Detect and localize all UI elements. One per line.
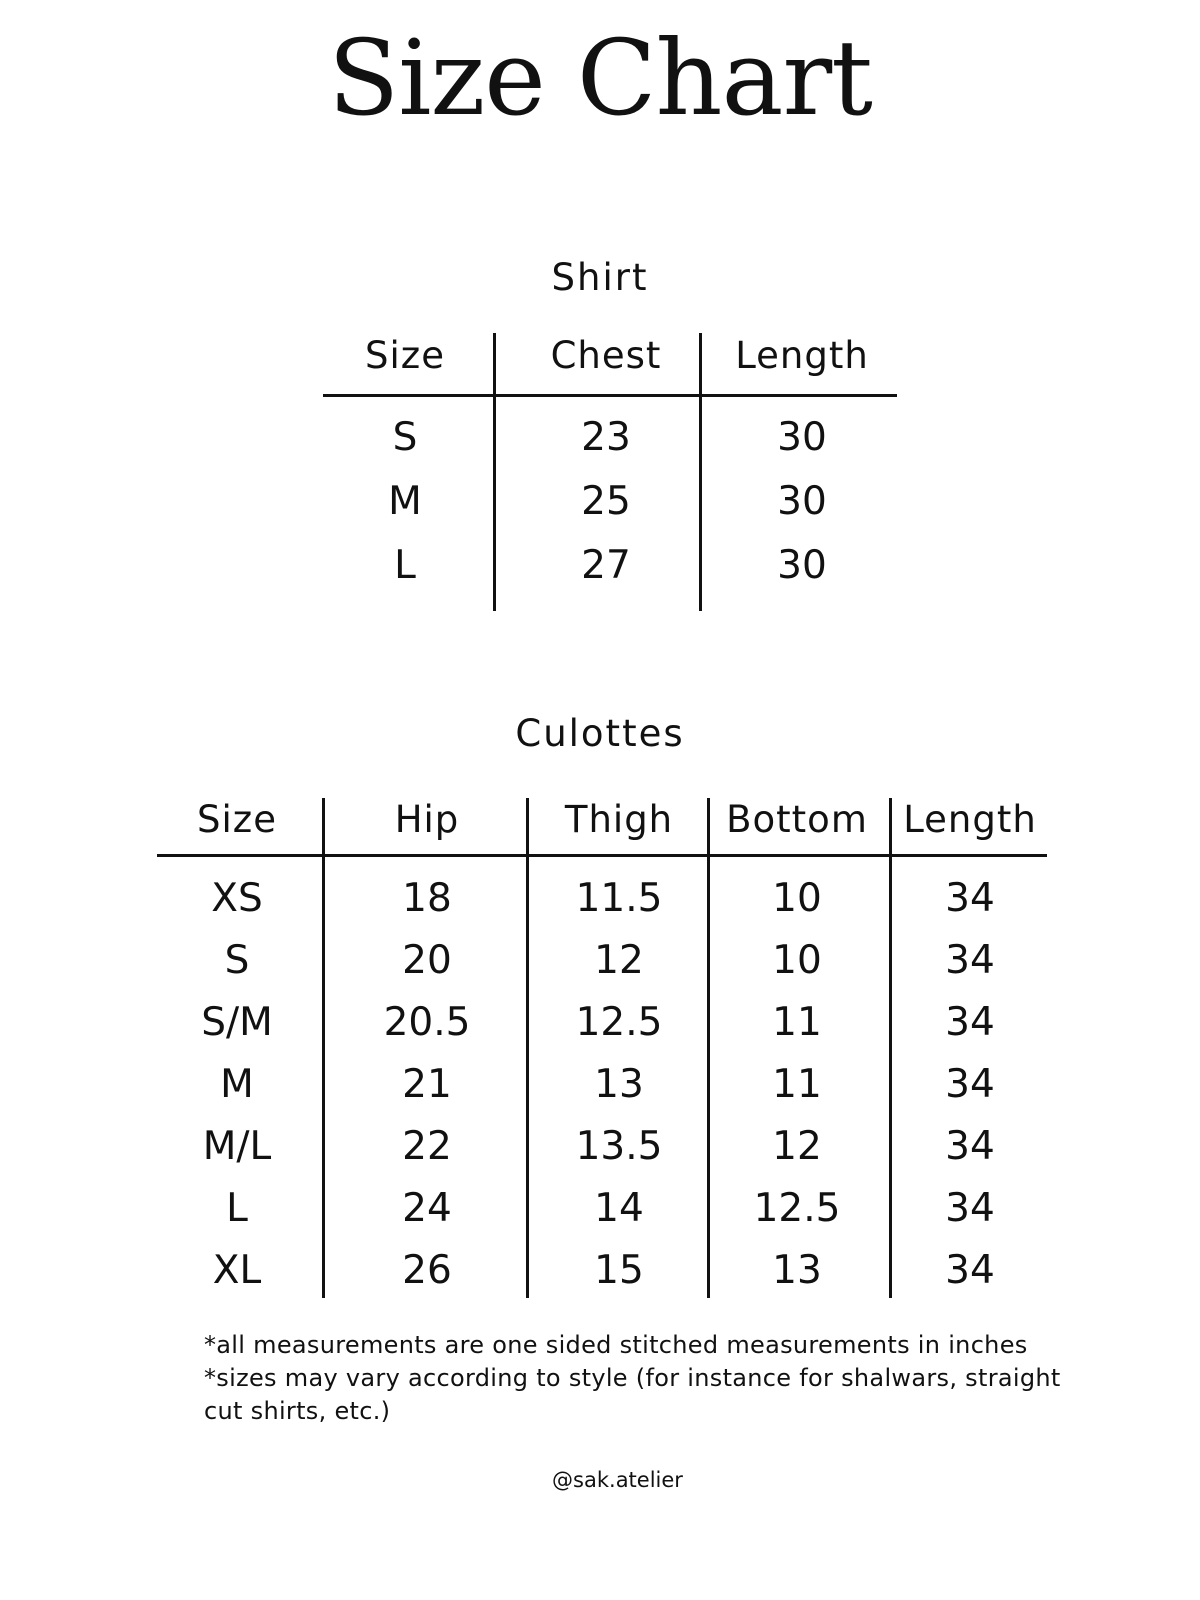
culottes-table-cell: 12.5 xyxy=(575,1000,663,1045)
culottes-table-cell: 34 xyxy=(945,1124,995,1169)
culottes-table-cell: 10 xyxy=(772,876,822,921)
culottes-table-cell: 20.5 xyxy=(383,1000,471,1045)
shirt-table-cell: 30 xyxy=(777,415,827,460)
culottes-table-cell: 10 xyxy=(772,938,822,983)
culottes-table-cell: 11 xyxy=(772,1000,822,1045)
culottes-table-cell: 12 xyxy=(772,1124,822,1169)
note-line: *all measurements are one sided stitched measurements in inches xyxy=(204,1331,1028,1359)
note-line: *sizes may vary according to style (for instance for shalwars, straight cut shirts, etc.) xyxy=(204,1364,1061,1425)
culottes-table-cell: 12 xyxy=(594,938,644,983)
culottes-table-cell: 22 xyxy=(402,1124,452,1169)
culottes-table-cell: 11 xyxy=(772,1062,822,1107)
culottes-column-header: Size xyxy=(197,798,277,841)
shirt-table-cell: 23 xyxy=(581,415,631,460)
culottes-table-cell: 11.5 xyxy=(575,876,663,921)
culottes-table-cell: 34 xyxy=(945,938,995,983)
shirt-column-header: Size xyxy=(365,334,445,377)
shirt-section-title: Shirt xyxy=(551,256,649,299)
shirt-column-header: Chest xyxy=(550,334,662,377)
culottes-table-cell: 20 xyxy=(402,938,452,983)
culottes-table-cell: 15 xyxy=(594,1248,644,1293)
culottes-table-cell: XL xyxy=(212,1248,262,1293)
culottes-column-header: Bottom xyxy=(726,798,868,841)
culottes-table-cell: 21 xyxy=(402,1062,452,1107)
culottes-section-title: Culottes xyxy=(515,712,685,755)
culottes-table-cell: M/L xyxy=(202,1124,272,1169)
culottes-table-cell: 13 xyxy=(772,1248,822,1293)
page-title: Size Chart xyxy=(328,17,872,139)
culottes-header-rule xyxy=(157,854,1047,857)
culottes-table-cell: XS xyxy=(211,876,263,921)
culottes-table-cell: 34 xyxy=(945,1186,995,1231)
shirt-table-cell: L xyxy=(394,543,416,588)
shirt-table-cell: 25 xyxy=(581,479,631,524)
culottes-table-cell: 18 xyxy=(402,876,452,921)
shirt-table-cell: 27 xyxy=(581,543,631,588)
shirt-size-table xyxy=(323,333,897,611)
culottes-table-cell: 14 xyxy=(594,1186,644,1231)
culottes-table-cell: M xyxy=(220,1062,254,1107)
shirt-table-cell: 30 xyxy=(777,543,827,588)
social-handle: @sak.atelier xyxy=(552,1468,683,1492)
culottes-table-cell: S xyxy=(224,938,250,983)
culottes-table-cell: 34 xyxy=(945,1248,995,1293)
shirt-header-rule xyxy=(323,394,897,397)
culottes-table-cell: S/M xyxy=(201,1000,273,1045)
culottes-table-cell: 26 xyxy=(402,1248,452,1293)
measurement-notes xyxy=(204,1329,1084,1428)
culottes-table-cell: 34 xyxy=(945,1000,995,1045)
culottes-column-header: Thigh xyxy=(564,798,674,841)
culottes-column-header: Hip xyxy=(394,798,460,841)
culottes-size-table xyxy=(157,798,1047,1298)
culottes-table-cell: 12.5 xyxy=(753,1186,841,1231)
culottes-table-cell: 13.5 xyxy=(575,1124,663,1169)
shirt-table-cell: M xyxy=(388,479,422,524)
shirt-column-header: Length xyxy=(735,334,869,377)
culottes-table-cell: L xyxy=(226,1186,248,1231)
culottes-table-cell: 24 xyxy=(402,1186,452,1231)
shirt-table-cell: 30 xyxy=(777,479,827,524)
shirt-table-cell: S xyxy=(392,415,418,460)
culottes-table-cell: 34 xyxy=(945,1062,995,1107)
culottes-column-header: Length xyxy=(903,798,1037,841)
culottes-table-cell: 13 xyxy=(594,1062,644,1107)
culottes-table-cell: 34 xyxy=(945,876,995,921)
